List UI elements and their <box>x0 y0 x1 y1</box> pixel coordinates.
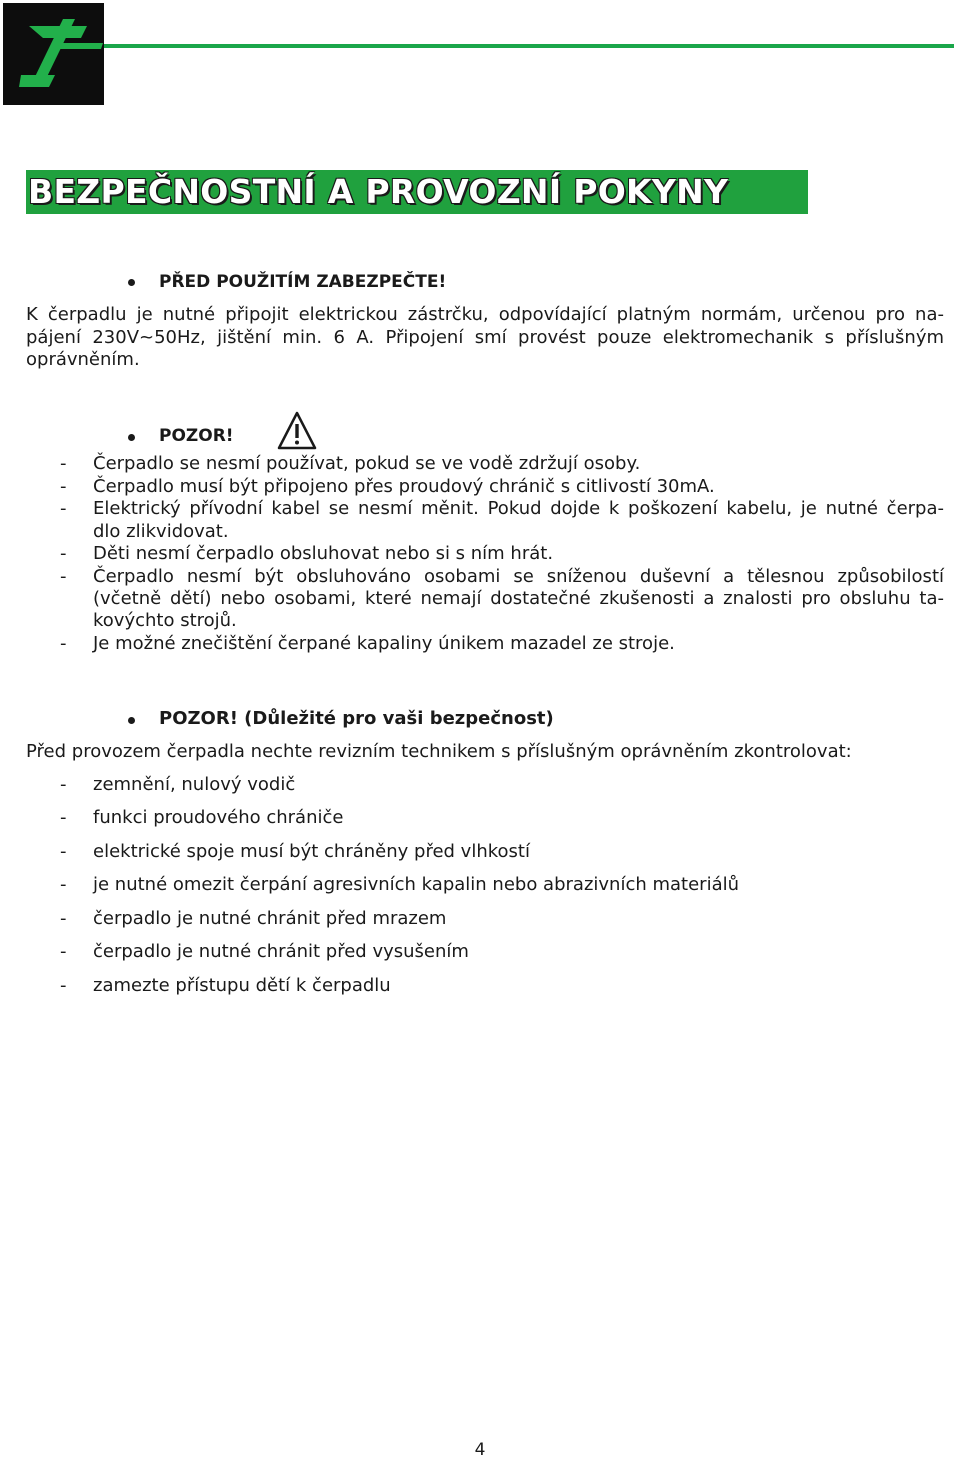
dash-marker: - <box>60 774 67 795</box>
check-item: zamezte přístupu dětí k čerpadlu <box>93 975 391 996</box>
dash-marker: - <box>60 633 67 654</box>
page-number: 4 <box>474 1440 486 1460</box>
section3-intro: Před provozem čerpadla nechte revizním technikem s příslušným oprávněním zkontrolovat: <box>26 741 852 762</box>
dash-marker: - <box>60 543 67 564</box>
section2-heading: POZOR! <box>159 426 234 446</box>
dash-marker: - <box>60 476 67 497</box>
check-item: zemnění, nulový vodič <box>93 774 296 795</box>
section1-line: oprávněním. <box>26 349 140 370</box>
page-title: BEZPEČNOSTNÍ A PROVOZNÍ POKYNY <box>28 172 729 211</box>
dash-marker: - <box>60 874 67 895</box>
header-rule <box>104 44 954 48</box>
dash-marker: - <box>60 975 67 996</box>
warning-item: Děti nesmí čerpadlo obsluhovat nebo si s ním hrát. <box>93 543 554 564</box>
bullet <box>128 279 135 286</box>
dash-marker: - <box>60 566 67 587</box>
check-item: elektrické spoje musí být chráněny před vlhkostí <box>93 841 530 862</box>
warning-item-continued: kovýchto strojů. <box>93 610 237 631</box>
company-logo <box>3 3 104 105</box>
warning-item-continued: (včetně dětí) nebo osobami, které nemají dostatečné zkušenosti a znalosti pro obsluhu ta- <box>93 588 944 609</box>
dash-marker: - <box>60 908 67 929</box>
check-item: čerpadlo je nutné chránit před vysušením <box>93 941 469 962</box>
check-item: je nutné omezit čerpání agresivních kapalin nebo abrazivních materiálů <box>93 874 740 895</box>
dash-marker: - <box>60 941 67 962</box>
warning-item: Elektrický přívodní kabel se nesmí měnit. Pokud dojde k poškození kabelu, je nutné čerpa- <box>93 498 944 519</box>
section1-line: pájení 230V~50Hz, jištění min. 6 A. Připojení smí provést pouze elektromechanik s příslušným <box>26 327 944 348</box>
dash-marker: - <box>60 453 67 474</box>
check-item: funkci proudového chrániče <box>93 807 344 828</box>
dash-marker: - <box>60 841 67 862</box>
warning-triangle-icon <box>276 410 318 452</box>
bullet <box>128 717 135 724</box>
warning-item: Je možné znečištění čerpané kapaliny únikem mazadel ze stroje. <box>93 633 675 654</box>
bullet <box>128 434 135 441</box>
dash-marker: - <box>60 498 67 519</box>
title-bar <box>26 170 808 214</box>
warning-item: Čerpadlo nesmí být obsluhováno osobami se sníženou duševní a tělesnou způsobilostí <box>93 566 944 587</box>
warning-item: Čerpadlo se nesmí používat, pokud se ve vodě zdržují osoby. <box>93 453 641 474</box>
section3-heading: POZOR! (Důležité pro vaši bezpečnost) <box>159 708 554 729</box>
warning-item: Čerpadlo musí být připojeno přes proudový chránič s citlivostí 30mA. <box>93 476 715 497</box>
dash-marker: - <box>60 807 67 828</box>
z-logo-icon <box>3 3 104 105</box>
check-item: čerpadlo je nutné chránit před mrazem <box>93 908 447 929</box>
section1-line: K čerpadlu je nutné připojit elektrickou zástrčku, odpovídající platným normám, určenou pro na- <box>26 304 944 325</box>
section1-heading: PŘED POUŽITÍM ZABEZPEČTE! <box>159 272 447 292</box>
warning-item-continued: dlo zlikvidovat. <box>93 521 229 542</box>
